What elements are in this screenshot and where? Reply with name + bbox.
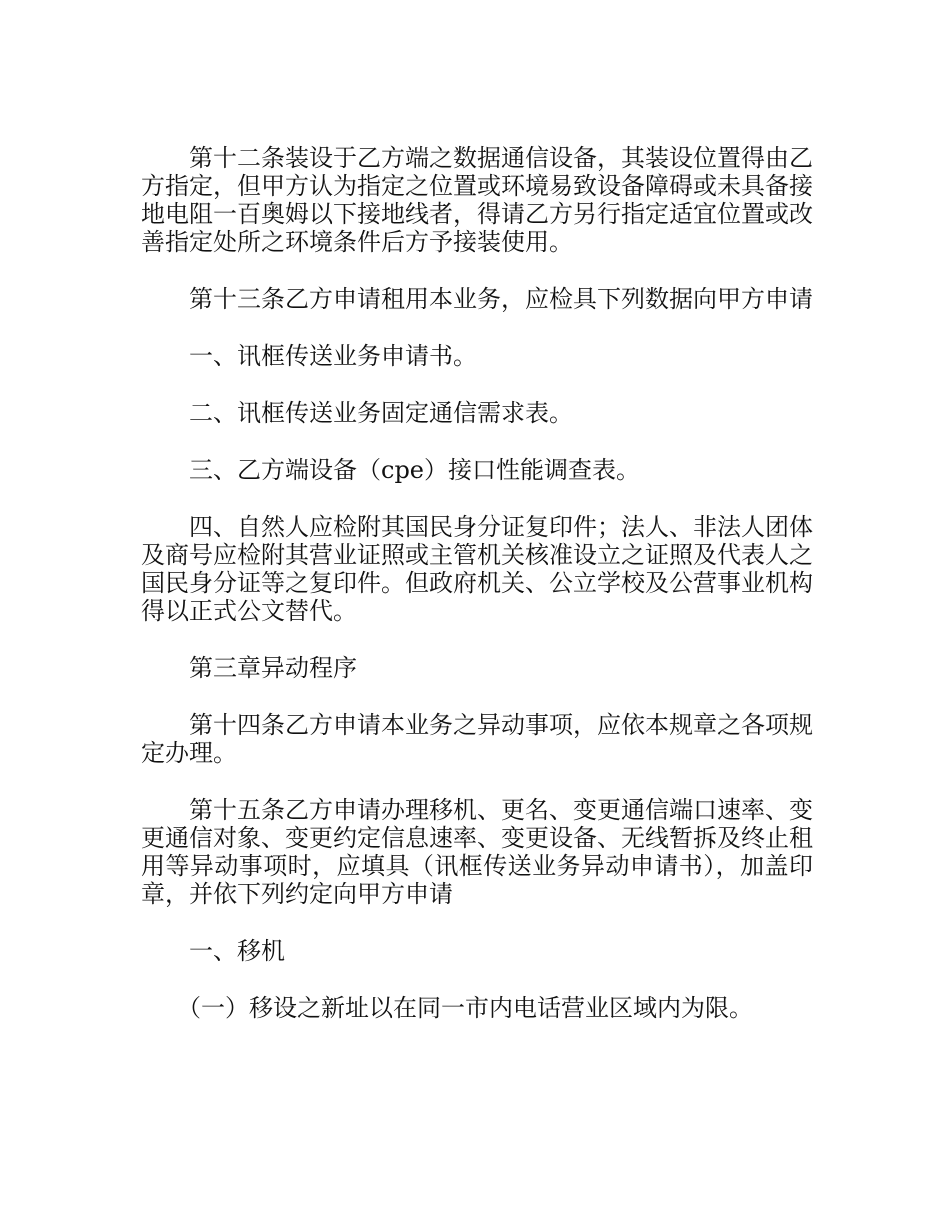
article-14-paragraph: 第十四条乙方申请本业务之异动事项，应依本规章之各项规定办理。 xyxy=(141,711,813,767)
subsection-relocation: 一、移机 xyxy=(189,937,285,965)
article-13-paragraph: 第十三条乙方申请租用本业务，应检具下列数据向甲方申请 xyxy=(189,285,813,313)
list-item-4: 四、自然人应检附其国民身分证复印件；法人、非法人团体及商号应检附其营业证照或主管机关核准设立之证照及代表人之国民身分证等之复印件。但政府机关、公立学校及公营事业机构得以正式公文替代。 xyxy=(141,513,813,625)
article-15-paragraph: 第十五条乙方申请办理移机、更名、变更通信端口速率、变更通信对象、变更约定信息速率、变更设备、无线暂拆及终止租用等异动事项时，应填具（讯框传送业务异动申请书），加盖印章，并依下列约定向甲方申请 xyxy=(141,796,813,908)
list-item-3: 三、乙方端设备（cpe）接口性能调查表。 xyxy=(189,456,641,484)
chapter-3-heading: 第三章异动程序 xyxy=(189,654,357,682)
article-12-paragraph: 第十二条装设于乙方端之数据通信设备，其装设位置得由乙方指定，但甲方认为指定之位置或环境易致设备障碍或未具备接地电阻一百奥姆以下接地线者，得请乙方另行指定适宜位置或改善指定处所之环境条件后方予接装使用。 xyxy=(141,144,813,256)
list-item-1: 一、讯框传送业务申请书。 xyxy=(189,342,477,370)
list-item-2: 二、讯框传送业务固定通信需求表。 xyxy=(189,399,573,427)
document-page xyxy=(141,144,813,1051)
subsection-item-1: （一）移设之新址以在同一市内电话营业区域内为限。 xyxy=(177,994,753,1022)
